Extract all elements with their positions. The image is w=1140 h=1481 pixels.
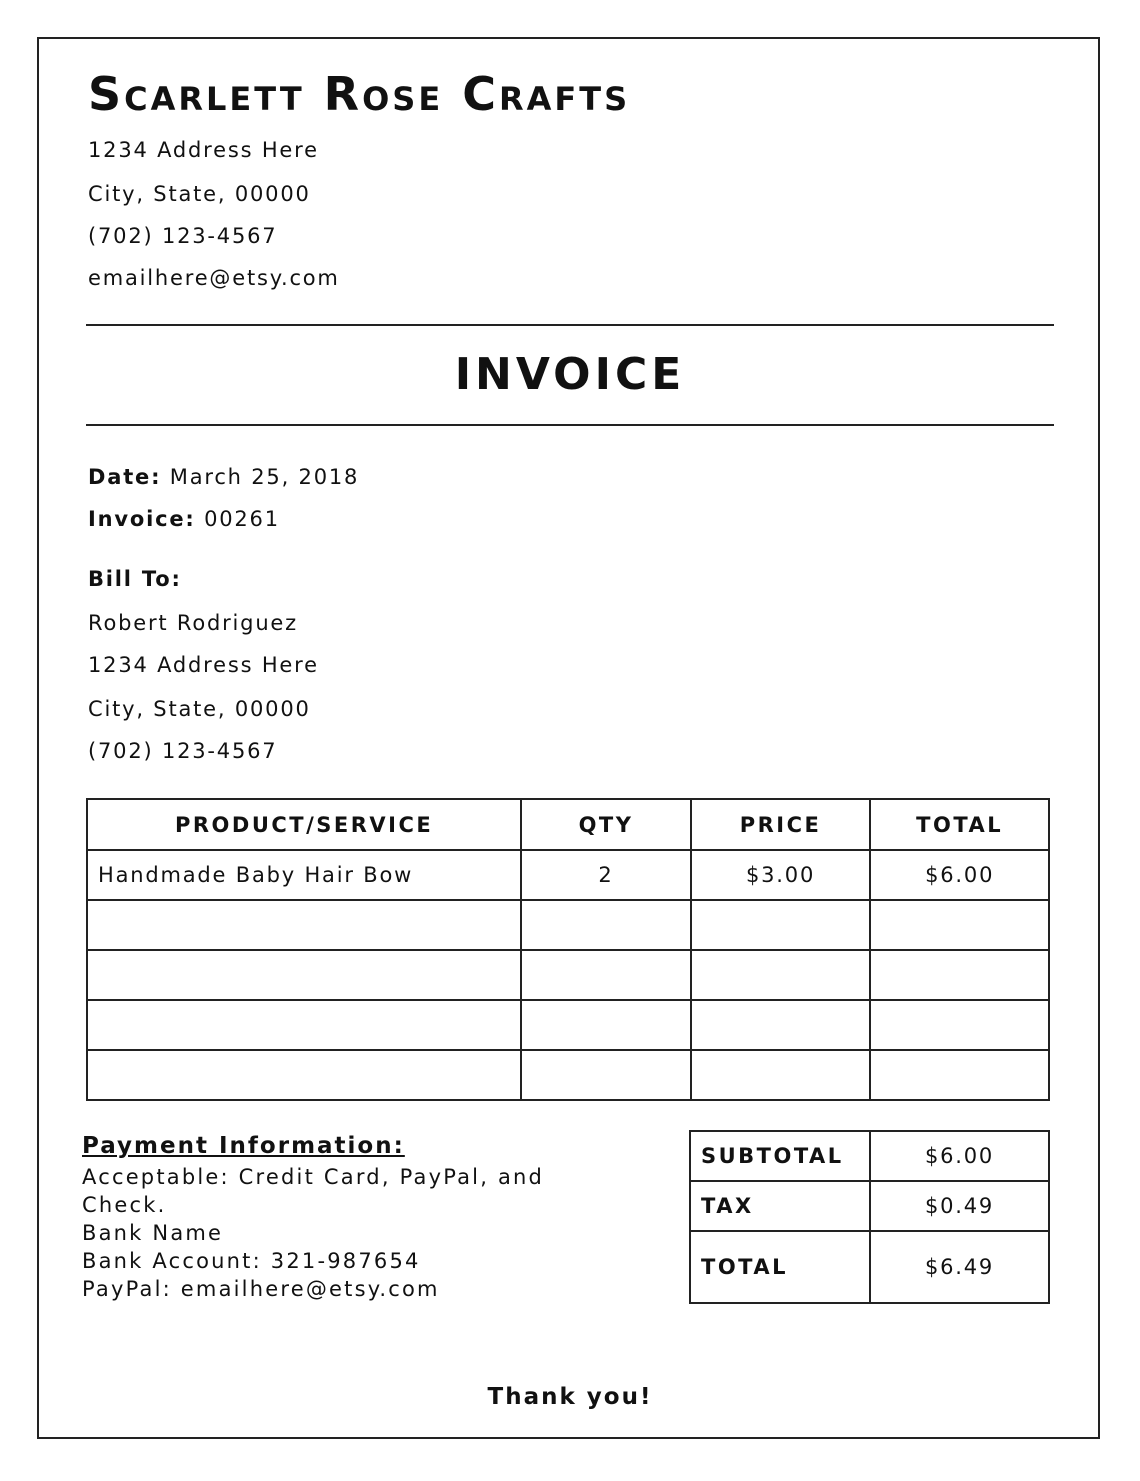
tax-value: $0.49 <box>870 1181 1049 1231</box>
item-price: $3.00 <box>691 850 871 900</box>
table-row <box>87 1000 1049 1050</box>
payment-details <box>82 1163 642 1303</box>
item-description <box>87 900 521 950</box>
item-description <box>87 1050 521 1100</box>
company-city: City, State, 00000 <box>88 182 311 206</box>
invoice-number-label: Invoice: <box>88 507 196 531</box>
item-qty <box>521 900 691 950</box>
total-value: $6.49 <box>870 1231 1049 1303</box>
divider-top <box>86 324 1054 326</box>
totals-table <box>689 1130 1050 1304</box>
header-qty: QTY <box>521 799 691 850</box>
invoice-title: INVOICE <box>454 349 686 400</box>
item-description <box>87 950 521 1000</box>
item-price <box>691 1050 871 1100</box>
thank-you-message: Thank you! <box>487 1384 653 1410</box>
table-header-row <box>87 799 1049 850</box>
invoice-number-value: 00261 <box>204 507 280 531</box>
date-label: Date: <box>88 465 162 489</box>
total-row <box>690 1231 1049 1303</box>
item-qty <box>521 1000 691 1050</box>
table-row <box>87 950 1049 1000</box>
date-value: March 25, 2018 <box>169 465 360 489</box>
item-total <box>870 900 1049 950</box>
total-label: TOTAL <box>690 1231 870 1303</box>
company-name: Scarlett Rose Crafts <box>88 67 631 121</box>
subtotal-value: $6.00 <box>870 1131 1049 1181</box>
payment-line: Acceptable: Credit Card, PayPal, and <box>82 1165 545 1189</box>
header-price: PRICE <box>691 799 871 850</box>
item-description <box>87 1000 521 1050</box>
table-row <box>87 900 1049 950</box>
subtotal-label: SUBTOTAL <box>690 1131 870 1181</box>
invoice-date <box>88 464 359 490</box>
bill-to-phone: (702) 123-4567 <box>88 739 278 763</box>
company-email: emailhere@etsy.com <box>88 266 340 290</box>
table-row <box>87 1050 1049 1100</box>
header-total: TOTAL <box>870 799 1049 850</box>
item-qty <box>521 1050 691 1100</box>
bill-to-city: City, State, 00000 <box>88 697 311 721</box>
subtotal-row <box>690 1131 1049 1181</box>
header-product-service: PRODUCT/SERVICE <box>87 799 521 850</box>
item-price <box>691 900 871 950</box>
line-items-table <box>86 798 1050 1101</box>
payment-line: PayPal: emailhere@etsy.com <box>82 1277 440 1301</box>
company-address: 1234 Address Here <box>88 138 319 162</box>
item-qty <box>521 950 691 1000</box>
item-total <box>870 1050 1049 1100</box>
tax-label: TAX <box>690 1181 870 1231</box>
item-description: Handmade Baby Hair Bow <box>87 850 521 900</box>
company-phone: (702) 123-4567 <box>88 224 278 248</box>
item-total: $6.00 <box>870 850 1049 900</box>
divider-bottom <box>86 424 1054 426</box>
item-price <box>691 1000 871 1050</box>
payment-heading: Payment Information: <box>82 1133 405 1159</box>
payment-line: Bank Name <box>82 1221 224 1245</box>
bill-to-name: Robert Rodriguez <box>88 611 298 635</box>
item-total <box>870 1000 1049 1050</box>
item-price <box>691 950 871 1000</box>
table-row <box>87 850 1049 900</box>
payment-line: Bank Account: 321-987654 <box>82 1249 421 1273</box>
bill-to-address: 1234 Address Here <box>88 653 319 677</box>
payment-line: Check. <box>82 1193 167 1217</box>
item-qty: 2 <box>521 850 691 900</box>
bill-to-label: Bill To: <box>88 567 182 591</box>
item-total <box>870 950 1049 1000</box>
invoice-number <box>88 506 280 532</box>
tax-row <box>690 1181 1049 1231</box>
